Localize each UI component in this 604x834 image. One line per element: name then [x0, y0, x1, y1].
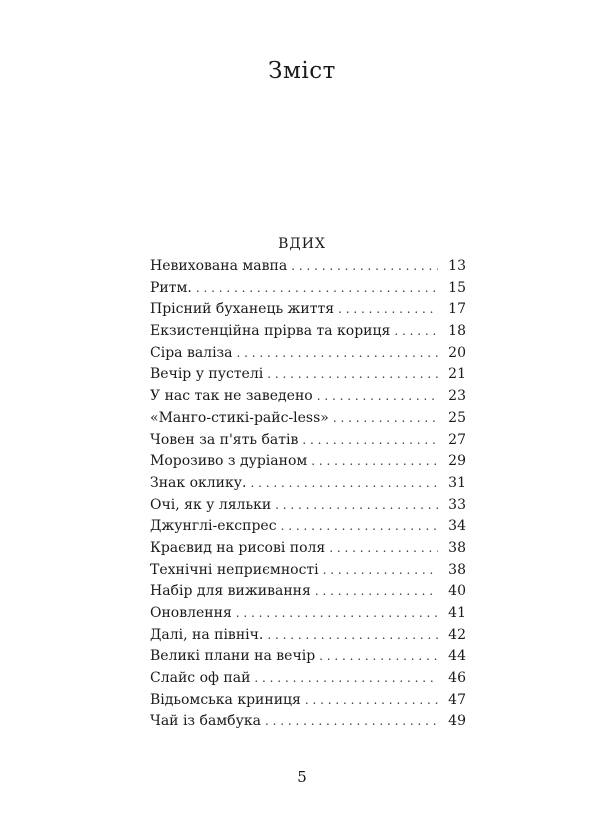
dot-leader — [302, 433, 438, 447]
page-title: Зміст — [268, 58, 336, 84]
toc-entry — [150, 692, 466, 714]
toc-entry-title: Сіра валіза — [150, 344, 233, 361]
toc-entry-title: Оновлення — [150, 605, 232, 621]
dot-leader — [265, 714, 438, 728]
toc-entry-page: 29 — [448, 453, 466, 470]
toc-entry-title: Морозиво з дуріаном — [150, 453, 308, 470]
toc-entry-title: Слайс оф пай — [150, 670, 251, 687]
dot-leader — [323, 563, 438, 577]
dot-leader — [311, 454, 438, 468]
toc-entry — [150, 410, 466, 432]
dot-leader — [315, 584, 438, 598]
dot-leader — [333, 411, 438, 425]
dot-leader — [267, 628, 438, 642]
toc-entry-title: Краєвид на рисові поля — [150, 539, 326, 556]
dot-leader — [317, 389, 438, 403]
toc-entry-page: 44 — [448, 648, 466, 665]
toc-entry-page: 20 — [448, 344, 466, 361]
toc-entry-title: У нас так не заведено — [150, 388, 313, 405]
toc-entry-page: 15 — [448, 279, 466, 296]
toc-entry-page: 31 — [448, 474, 466, 491]
toc-entry — [150, 518, 466, 540]
toc-entry — [150, 648, 466, 670]
toc-entry-title: Набір для виживання — [150, 583, 311, 600]
toc-entry — [150, 562, 466, 584]
toc-entry — [150, 583, 466, 605]
toc-entry — [150, 323, 466, 345]
toc-entry-page: 18 — [448, 323, 466, 340]
toc-entry-title: Далі, на північ. — [150, 626, 264, 643]
toc-entry-page: 13 — [448, 258, 466, 274]
toc-entry-page: 17 — [448, 301, 466, 318]
toc-entry-title: Прісний буханець життя — [150, 301, 335, 318]
toc-entry-page: 49 — [448, 713, 466, 730]
dot-leader — [254, 671, 438, 685]
dot-leader — [237, 346, 438, 360]
toc-entry-page: 46 — [448, 670, 466, 687]
toc-entry — [150, 258, 466, 280]
toc-entry — [150, 388, 466, 410]
dot-leader — [267, 367, 438, 381]
toc-entry-title: Знак оклику. — [150, 474, 247, 491]
toc-entry — [150, 453, 466, 475]
toc-entry-page: 47 — [448, 691, 466, 708]
toc-entry — [150, 280, 466, 302]
toc-entry — [150, 627, 466, 649]
toc-entry-title: Вечір у пустелі — [150, 366, 264, 383]
dot-leader — [236, 606, 438, 620]
toc-entry-page: 27 — [448, 431, 466, 448]
toc-entry — [150, 497, 466, 519]
dot-leader — [291, 259, 438, 273]
toc-entry-page: 38 — [448, 539, 466, 556]
toc-entry — [150, 432, 466, 454]
dot-leader — [196, 281, 438, 295]
toc-entry-page: 40 — [448, 583, 466, 600]
toc-entry-page: 21 — [448, 366, 466, 383]
toc-entry — [150, 605, 466, 627]
page-number: 5 — [297, 768, 307, 786]
toc-entry-title: Джунглі-експрес — [150, 518, 277, 535]
toc-entry — [150, 540, 466, 562]
toc-entry — [150, 670, 466, 692]
toc-entry-page: 42 — [448, 626, 466, 643]
toc-entry-page: 38 — [448, 561, 466, 578]
toc-entry-title: «Манго-стикі-райс-less» — [150, 409, 329, 426]
dot-leader — [305, 693, 438, 707]
toc-entry-page: 41 — [448, 605, 466, 621]
toc-entry — [150, 713, 466, 735]
toc-entry-title: Відьомська криниця — [150, 691, 301, 708]
toc-entry — [150, 366, 466, 388]
table-of-contents — [150, 258, 466, 735]
toc-entry-page: 23 — [448, 388, 466, 405]
toc-entry-title: Великі плани на вечір — [150, 648, 316, 665]
toc-entry — [150, 345, 466, 367]
dot-leader — [338, 302, 438, 316]
dot-leader — [329, 541, 438, 555]
toc-entry-title: Чай із бамбука — [150, 713, 261, 730]
toc-entry — [150, 475, 466, 497]
toc-entry-page: 34 — [448, 518, 466, 535]
dot-leader — [394, 324, 438, 338]
toc-entry-title: Технічні неприємності — [150, 561, 319, 578]
dot-leader — [319, 649, 438, 663]
toc-entry-title: Очі, як у ляльки — [150, 496, 272, 513]
toc-entry-title: Ритм. — [150, 279, 192, 296]
toc-entry-page: 33 — [448, 496, 466, 513]
toc-entry-title: Невихована мавпа — [150, 258, 288, 274]
dot-leader — [281, 519, 438, 533]
section-heading: ВДИХ — [278, 236, 326, 252]
toc-entry-page: 25 — [448, 409, 466, 426]
dot-leader — [275, 498, 438, 512]
dot-leader — [250, 476, 438, 490]
toc-entry-title: Човен за п'ять батів — [150, 431, 299, 448]
toc-entry — [150, 301, 466, 323]
toc-entry-title: Екзистенційна прірва та кориця — [150, 323, 391, 340]
